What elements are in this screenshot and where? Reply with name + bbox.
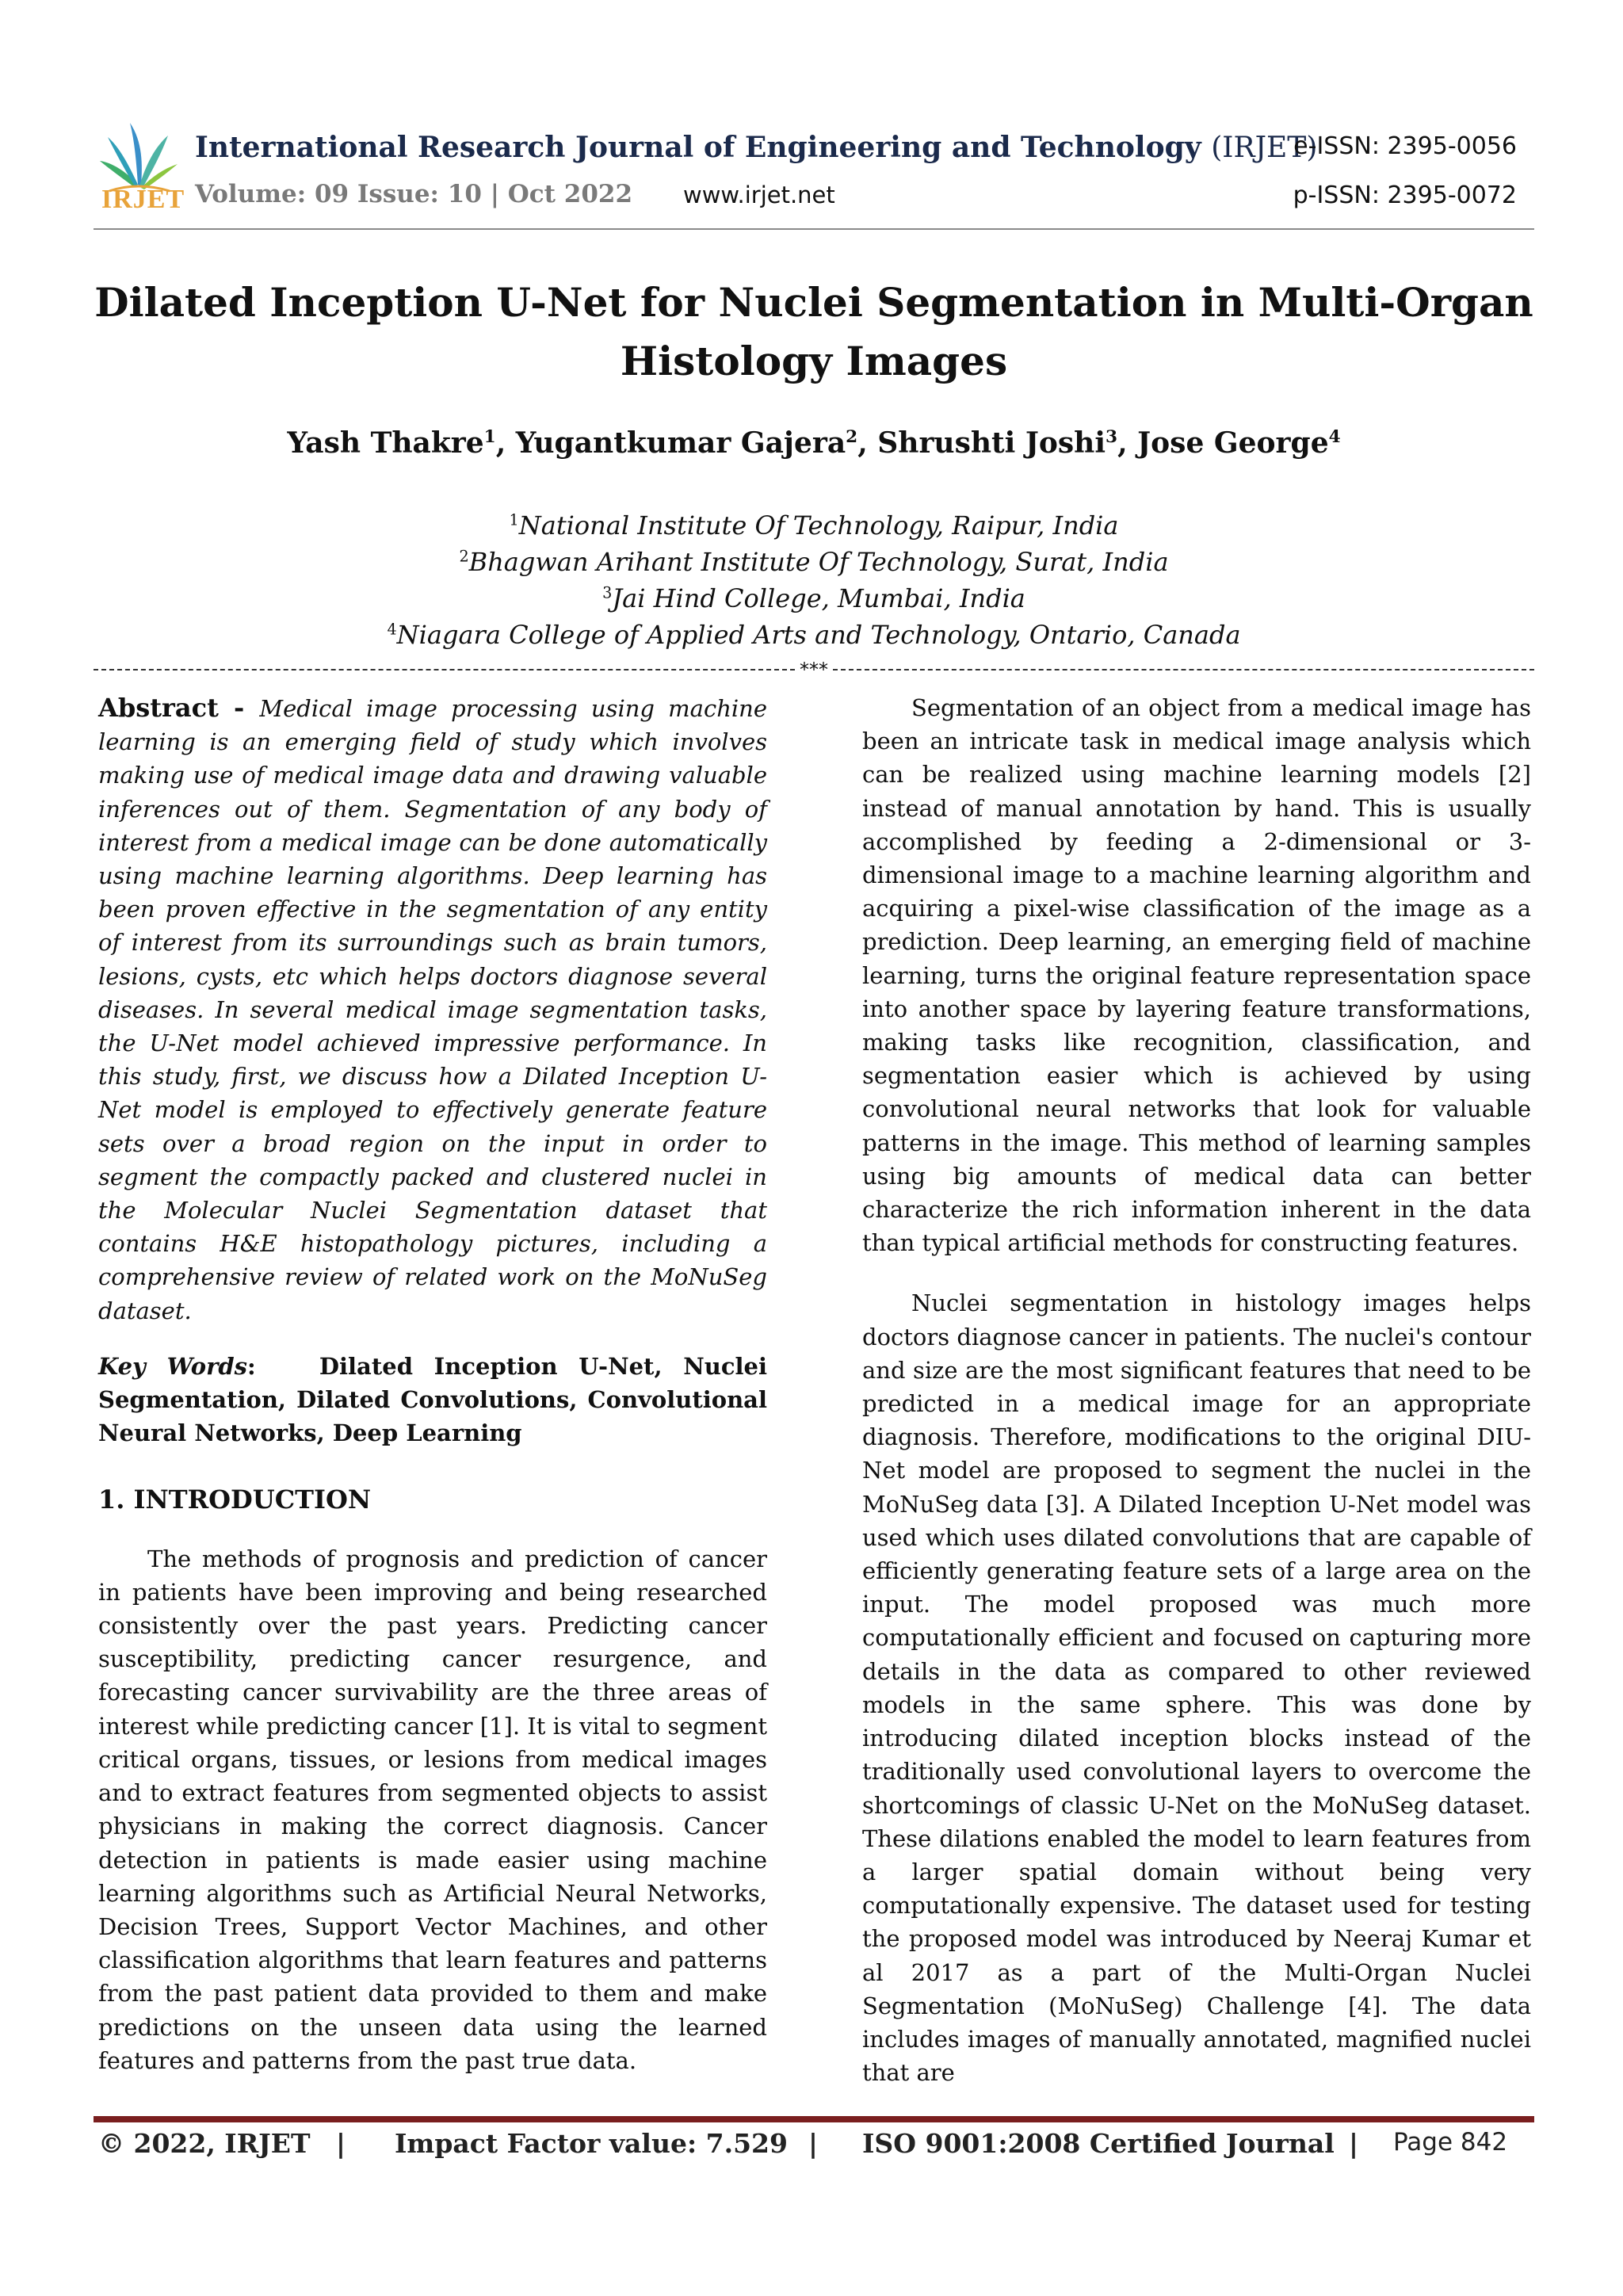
footer-page-number: Page 842 bbox=[1393, 2128, 1508, 2157]
footer-divider: | bbox=[1349, 2128, 1359, 2159]
journal-name bbox=[195, 131, 1317, 164]
author: Yash Thakre bbox=[287, 426, 484, 460]
footer-rule bbox=[94, 2116, 1534, 2122]
footer-divider: | bbox=[336, 2128, 346, 2159]
website-link[interactable]: www.irjet.net bbox=[683, 181, 835, 208]
footer-divider: | bbox=[808, 2128, 819, 2159]
author: Yugantkumar Gajera bbox=[515, 426, 846, 460]
abstract-dash: - bbox=[218, 693, 260, 723]
separator-stars: *** bbox=[800, 659, 828, 681]
dashed-rule-left bbox=[94, 669, 795, 670]
affiliation-list bbox=[94, 507, 1534, 653]
p-issn: p-ISSN: 2395-0072 bbox=[1293, 181, 1517, 209]
affiliation bbox=[94, 507, 1534, 544]
journal-header bbox=[94, 115, 1534, 234]
journal-name-text: International Research Journal of Engineering and Technology bbox=[195, 131, 1201, 164]
author: Jose George bbox=[1137, 426, 1329, 460]
author: Shrushti Joshi bbox=[877, 426, 1106, 460]
affiliation-sup: 2 bbox=[459, 547, 469, 566]
affiliation-sup: 3 bbox=[602, 583, 613, 602]
journal-abbr: (IRJET) bbox=[1211, 132, 1318, 164]
affiliation bbox=[94, 617, 1534, 653]
footer-iso: ISO 9001:2008 Certified Journal bbox=[862, 2128, 1335, 2159]
title-line-2: Histology Images bbox=[620, 338, 1008, 384]
affiliation-text: Jai Hind College, Mumbai, India bbox=[612, 583, 1025, 613]
paper-title bbox=[94, 273, 1534, 391]
author-sup: 4 bbox=[1328, 427, 1341, 447]
affiliation-text: Bhagwan Arihant Institute Of Technology, Surat, India bbox=[468, 547, 1169, 577]
footer-impact-factor: Impact Factor value: 7.529 bbox=[395, 2128, 788, 2159]
title-line-1: Dilated Inception U-Net for Nuclei Segmentation in Multi-Organ bbox=[94, 279, 1533, 326]
affiliation-sup: 1 bbox=[509, 510, 519, 529]
body-paragraph-1: Segmentation of an object from a medical image has been an intricate task in medical image analysis which can be realized using machine learning models [2] instead of manual annotation by hand. This is usually accomplished by feeding a 2-dimensional or 3-dimensional image to a machine learning algorithm and acquiring a pixel-wise classification of the image as a prediction. Deep learning, an emerging field of machine learning, turns the original feature representation space into another space by layering feature transformations, making tasks like recognition, classification, and segmentation easier which is achieved by using convolutional neural networks that look for valuable patterns in the image. This method of learning samples using big amounts of medical data can better characterize the rich information inherent in the data than typical artificial methods for constructing features. bbox=[862, 694, 1531, 1257]
dashed-rule-right bbox=[833, 669, 1534, 670]
affiliation-sup: 4 bbox=[387, 620, 397, 639]
e-issn: e-ISSN: 2395-0056 bbox=[1293, 132, 1517, 160]
section-heading-introduction: 1. INTRODUCTION bbox=[98, 1484, 372, 1515]
author-sup: 1 bbox=[483, 427, 496, 447]
author-sup: 3 bbox=[1106, 427, 1118, 447]
keywords: Key Words: Dilated Inception U-Net, Nuclei Segmentation, Dilated Convolutions, Convolutional Neural Networks, Deep Learning bbox=[98, 1352, 767, 1447]
affiliation bbox=[94, 580, 1534, 617]
logo-text: IRJET bbox=[101, 185, 185, 214]
abstract-text: Medical image processing using machine learning is an emerging field of study which involves making use of medical image data and drawing valuable inferences out of them. Segmentation of any body of interest from a medical image can be done automatically using machine learning algorithms. Deep learning has been proven effective in the segmentation of any entity of interest from its surroundings such as brain tumors, lesions, cysts, etc which helps doctors diagnose several diseases. In several medical image segmentation tasks, the U-Net model achieved impressive performance. In this study, first, we discuss how a Dilated Inception U-Net model is employed to effectively generate feature sets over a broad region on the input in order to segment the compactly packed and clustered nuclei in the Molecular Nuclei Segmentation dataset that contains H&E histopathology pictures, including a comprehensive review of related work on the MoNuSeg dataset. bbox=[98, 695, 767, 1324]
left-column bbox=[98, 691, 767, 2077]
intro-paragraph: The methods of prognosis and prediction of cancer in patients have been improving and being researched consistently over the past years. Predicting cancer susceptibility, predicting cancer resurgence, and forecasting cancer survivability are the three areas of interest while predicting cancer [1]. It is vital to segment critical organs, tissues, or lesions from medical images and to extract features from segmented objects to assist physicians in making the correct diagnosis. Cancer detection in patients is made easier using machine learning algorithms such as Artificial Neural Networks, Decision Trees, Support Vector Machines, and other classification algorithms that learn features and patterns from the past patient data provided to them and make predictions on the unseen data using the learned features and patterns from the past true data. bbox=[98, 1545, 767, 2074]
page-footer bbox=[98, 2128, 1529, 2168]
author-sup: 2 bbox=[846, 427, 858, 447]
affiliation bbox=[94, 544, 1534, 580]
volume-issue: Volume: 09 Issue: 10 | Oct 2022 bbox=[195, 180, 633, 208]
affiliation-text: Niagara College of Applied Arts and Technology, Ontario, Canada bbox=[396, 620, 1241, 650]
keywords-label: Key Words bbox=[98, 1352, 248, 1380]
keywords-text: Dilated Inception U-Net, Nuclei Segmentation, Dilated Convolutions, Convolutional Neural Networks, Deep Learning bbox=[98, 1352, 767, 1447]
section-separator bbox=[94, 659, 1534, 680]
affiliation-text: National Institute Of Technology, Raipur, India bbox=[518, 510, 1119, 541]
abstract bbox=[98, 691, 767, 1328]
author-list: Yash Thakre$^1$, Yugantkumar Gajera$^2$, Shrushti Joshi$^3$, Jose George$^4$ bbox=[287, 426, 1341, 460]
right-column bbox=[862, 691, 1531, 2089]
body-paragraph-2: Nuclei segmentation in histology images helps doctors diagnose cancer in patients. The nuclei's contour and size are the most significant features that need to be predicted in a medical image for an appropriate diagnosis. Therefore, modifications to the original DIU-Net model are proposed to segment the nuclei in the MoNuSeg data [3]. A Dilated Inception U-Net model was used which uses dilated convolutions that are capable of efficiently generating feature sets of a large area on the input. The model proposed was much more computationally efficient and focused on capturing more details in the data as compared to other reviewed models in the same sphere. This was done by introducing dilated inception blocks instead of the traditionally used convolutional layers to overcome the shortcomings of classic U-Net on the MoNuSeg dataset. These dilations enabled the model to learn features from a larger spatial domain without being very computationally expensive. The dataset used for testing the proposed model was introduced by Neeraj Kumar et al 2017 as a part of the Multi-Organ Nuclei Segmentation (MoNuSeg) Challenge [4]. The data includes images of manually annotated, magnified nuclei that are bbox=[862, 1289, 1531, 2087]
header-divider bbox=[94, 228, 1534, 230]
abstract-label: Abstract bbox=[98, 693, 219, 723]
footer-copyright: © 2022, IRJET bbox=[98, 2128, 311, 2159]
